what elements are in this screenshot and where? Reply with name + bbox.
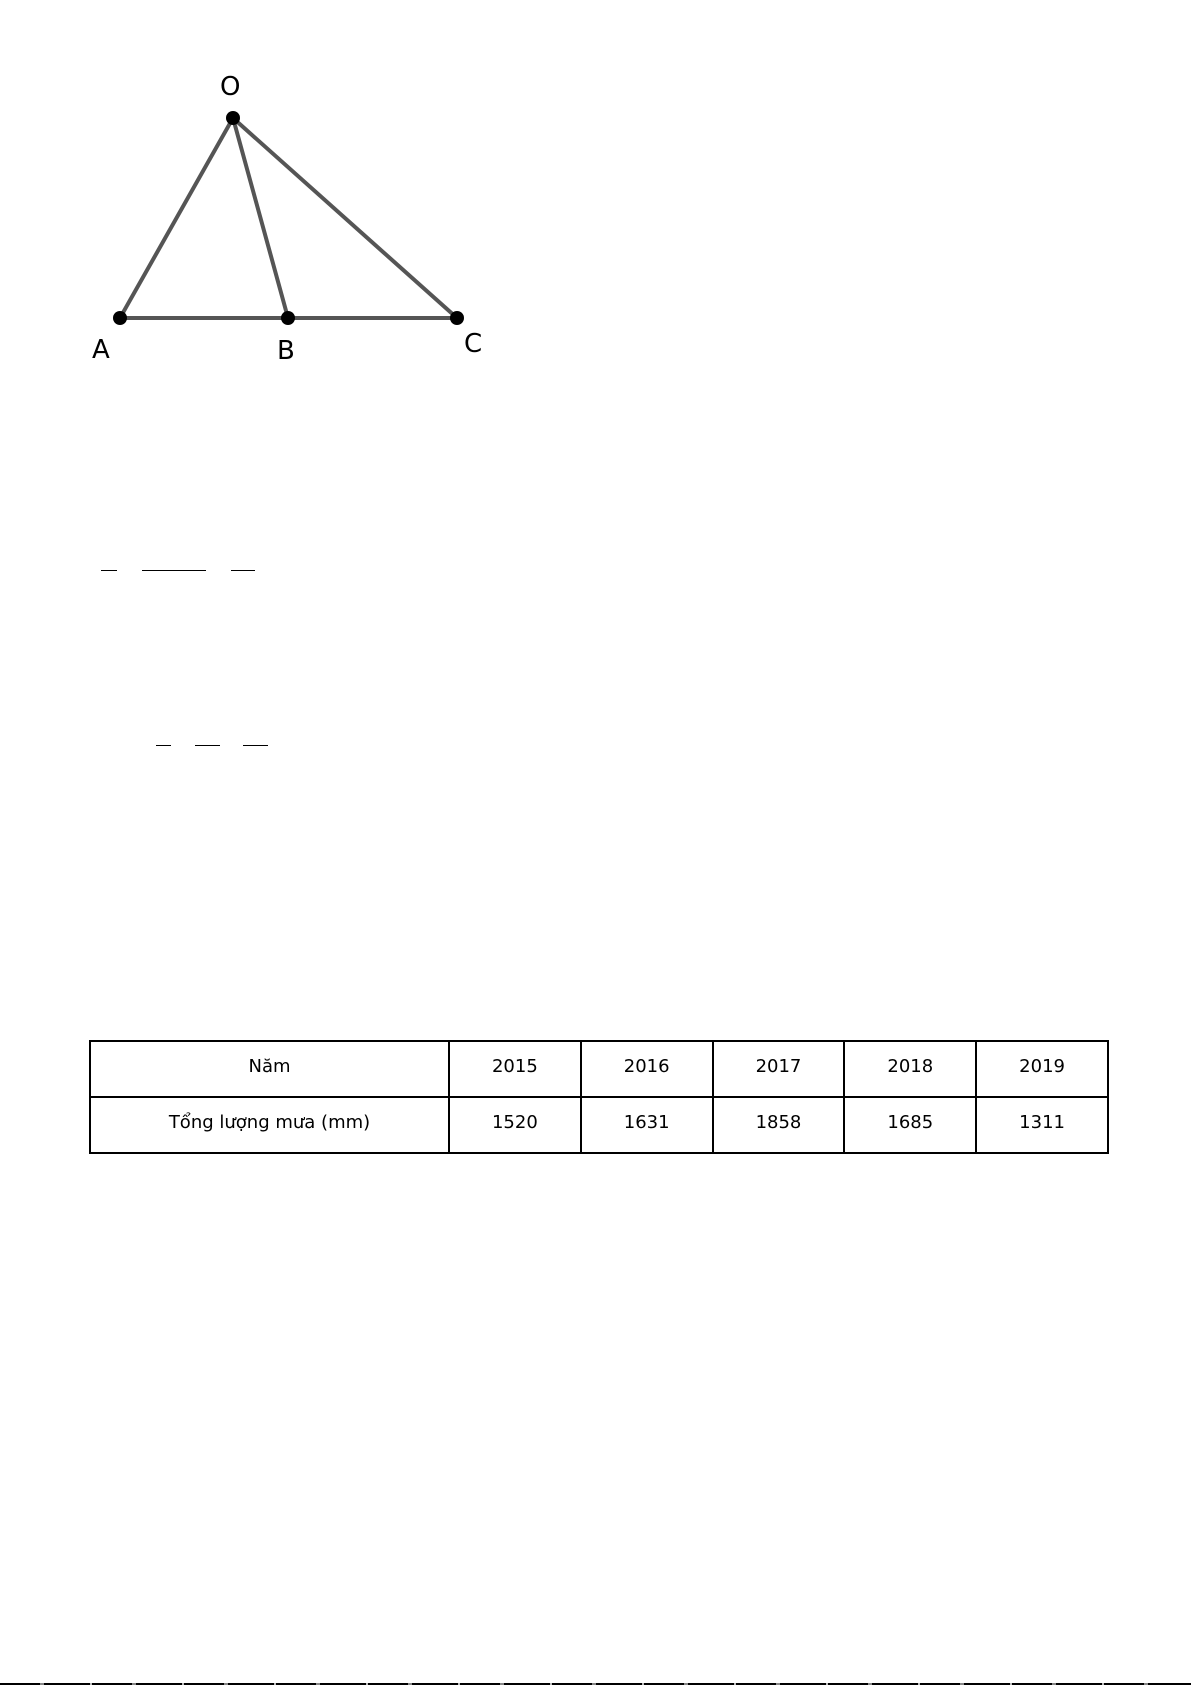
segment-oc [233,118,457,318]
year-cell: 2015 [449,1041,581,1097]
point-a-dot [113,311,127,325]
fraction-bar [156,745,171,746]
point-c-dot [450,311,464,325]
fraction-bar [195,745,220,746]
table-row [90,1097,1108,1153]
point-b-dot [281,311,295,325]
fraction-bar [101,570,117,571]
triangle-figure [0,0,520,380]
segment-ob [233,118,288,318]
rainfall-value-cell: 1311 [976,1097,1108,1153]
rainfall-value-cell: 1858 [713,1097,845,1153]
fraction-bar [243,745,268,746]
rainfall-value-cell: 1631 [581,1097,713,1153]
label-a: A [92,335,110,365]
header-year-label: Năm [90,1041,449,1097]
label-o: O [220,72,241,102]
triangle-diagram [0,0,520,380]
segment-oa [120,118,233,318]
label-c: C [464,329,483,359]
rainfall-value-cell: 1685 [844,1097,976,1153]
row-rainfall-label: Tổng lượng mưa (mm) [90,1097,449,1153]
year-cell: 2019 [976,1041,1108,1097]
year-cell: 2018 [844,1041,976,1097]
fraction-bar [142,570,206,571]
point-o-dot [226,111,240,125]
label-b: B [277,336,295,366]
table-header-row [90,1041,1108,1097]
fraction-bar [231,570,255,571]
rainfall-value-cell: 1520 [449,1097,581,1153]
year-cell: 2017 [713,1041,845,1097]
year-cell: 2016 [581,1041,713,1097]
rainfall-table [89,1040,1109,1154]
